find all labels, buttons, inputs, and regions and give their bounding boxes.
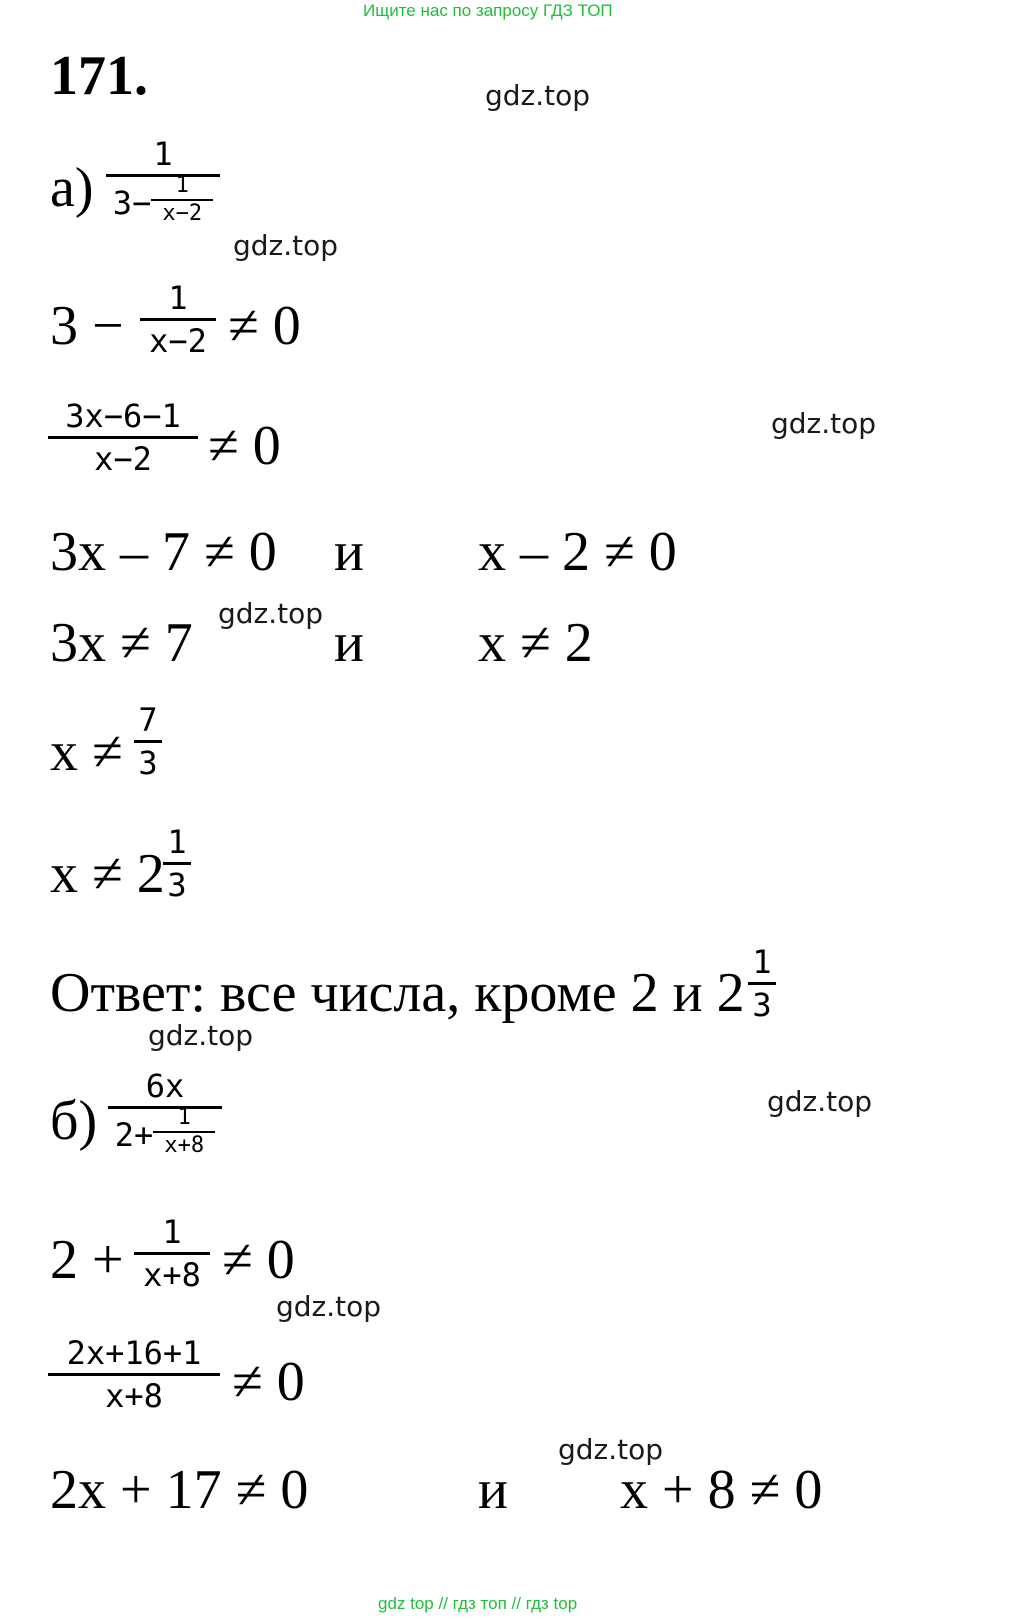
problem-number: 171. xyxy=(50,45,148,107)
watermark: gdz.top xyxy=(148,1019,254,1052)
part-b-line2-tail: ≠ 0 xyxy=(232,1351,305,1413)
part-b-line2-fraction: 2x+16+1 x+8 xyxy=(48,1337,220,1412)
part-a-line3-and: и xyxy=(334,521,364,583)
part-a-line3-right: x – 2 ≠ 0 xyxy=(478,521,677,583)
part-b-line1-tail: ≠ 0 xyxy=(222,1229,295,1291)
part-a-line2-fraction: 3x−6−1 x−2 xyxy=(48,400,198,475)
part-a-line3-left: 3x – 7 ≠ 0 xyxy=(50,521,277,583)
part-b-line1-lead: 2 + xyxy=(50,1229,124,1291)
part-b-label: б) xyxy=(50,1090,98,1152)
part-b-line3-left: 2x + 17 ≠ 0 xyxy=(50,1459,309,1521)
part-a-answer: Ответ: все числа, кроме 2 и 2 xyxy=(50,962,745,1024)
part-a-line4-and: и xyxy=(334,612,364,674)
watermark: gdz.top xyxy=(767,1085,873,1118)
watermark: gdz.top xyxy=(218,597,324,630)
part-a-expression xyxy=(106,135,220,226)
top-banner: Ищите нас по запросу ГДЗ ТОП xyxy=(363,1,613,20)
fraction-denominator: 3− $\frac{1}{x-2}$ xyxy=(106,181,220,225)
part-a-line5-lead: x ≠ xyxy=(50,721,123,783)
part-a-line6-lead: x ≠ 2 xyxy=(50,843,165,905)
watermark: gdz.top xyxy=(276,1290,382,1323)
fraction-numerator: 1 xyxy=(153,135,173,173)
watermark: gdz.top xyxy=(558,1433,664,1466)
watermark: gdz.top xyxy=(485,79,591,112)
part-b-line1-fraction: 1 x+8 xyxy=(134,1216,210,1291)
part-b-expression: 6x 2+ $\frac{1}{x+8}$ xyxy=(108,1070,222,1157)
part-b-line3-right: x + 8 ≠ 0 xyxy=(620,1459,823,1521)
part-a-answer-fraction: 1 3 xyxy=(748,946,776,1021)
watermark: gdz.top xyxy=(771,407,877,440)
part-a-line2-tail: ≠ 0 xyxy=(208,415,281,477)
part-a-line5-fraction: 7 3 xyxy=(134,704,162,779)
bottom-banner: gdz top // гдз топ // гдз top xyxy=(378,1594,578,1613)
part-a-label: а) xyxy=(50,157,94,219)
part-b-line3-and: и xyxy=(478,1459,508,1521)
part-a-line1-lead: 3 − xyxy=(50,295,124,357)
part-a-line6-fraction: 1 3 xyxy=(163,826,191,901)
watermark: gdz.top xyxy=(233,229,339,262)
part-a-line1-tail: ≠ 0 xyxy=(228,295,301,357)
part-a-line4-right: x ≠ 2 xyxy=(478,612,593,674)
part-a-line4-left: 3x ≠ 7 xyxy=(50,612,193,674)
part-a-line1-fraction: 1 x−2 xyxy=(140,282,216,357)
